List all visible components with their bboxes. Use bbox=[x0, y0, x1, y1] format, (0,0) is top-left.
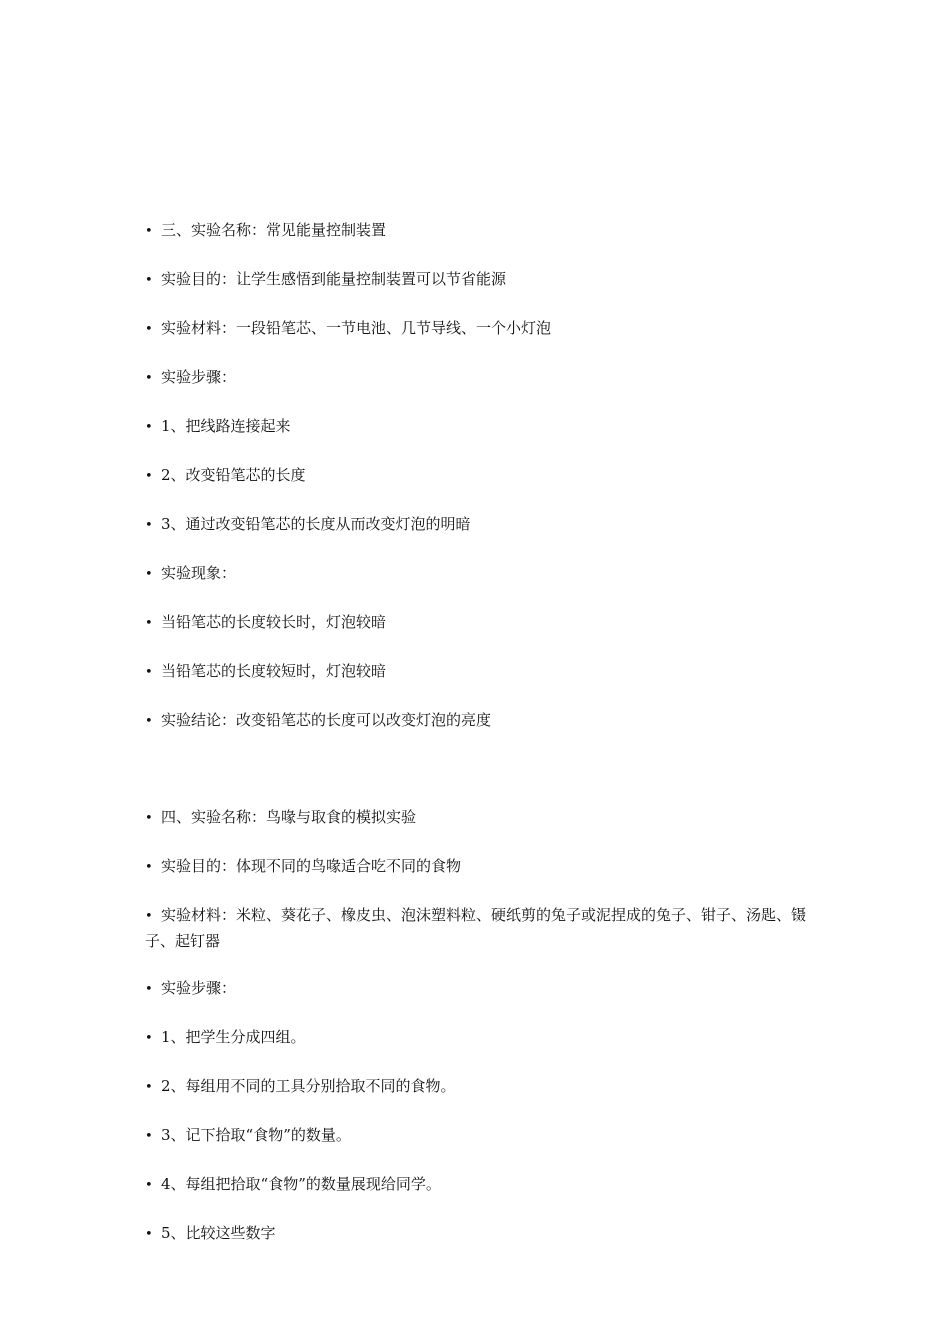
experiment-steps-heading: 实验步骤： bbox=[161, 979, 237, 997]
bullet-icon: • bbox=[145, 469, 153, 484]
bullet-icon: • bbox=[145, 322, 153, 337]
bullet-icon: • bbox=[145, 909, 153, 924]
list-item bbox=[145, 316, 825, 342]
list-item bbox=[145, 1074, 825, 1100]
section-spacer bbox=[145, 757, 825, 805]
list-item bbox=[145, 903, 825, 953]
phenomenon-1: 当铅笔芯的长度较长时，灯泡较暗 bbox=[161, 613, 387, 631]
list-item bbox=[145, 659, 825, 685]
phenomenon-heading: 实验现象： bbox=[161, 564, 237, 582]
bullet-icon: • bbox=[145, 224, 153, 239]
bullet-icon: • bbox=[145, 811, 153, 826]
section-three-title: 三、实验名称：常见能量控制装置 bbox=[161, 221, 387, 239]
experiment-purpose: 实验目的：让学生感悟到能量控制装置可以节省能源 bbox=[161, 270, 507, 288]
list-item bbox=[145, 805, 825, 831]
list-item bbox=[145, 976, 825, 1002]
list-item bbox=[145, 610, 825, 636]
list-item bbox=[145, 365, 825, 391]
step-5: 5、比较这些数字 bbox=[161, 1224, 276, 1242]
bullet-icon: • bbox=[145, 567, 153, 582]
list-item bbox=[145, 1172, 825, 1198]
list-item bbox=[145, 854, 825, 880]
step-3: 3、通过改变铅笔芯的长度从而改变灯泡的明暗 bbox=[161, 515, 471, 533]
bullet-icon: • bbox=[145, 860, 153, 875]
bullet-icon: • bbox=[145, 371, 153, 386]
list-item bbox=[145, 267, 825, 293]
bullet-icon: • bbox=[145, 273, 153, 288]
experiment-conclusion: 实验结论：改变铅笔芯的长度可以改变灯泡的亮度 bbox=[161, 711, 492, 729]
list-item bbox=[145, 708, 825, 734]
bullet-icon: • bbox=[145, 982, 153, 997]
step-1: 1、把线路连接起来 bbox=[161, 417, 291, 435]
step-3: 3、记下拾取“食物”的数量。 bbox=[161, 1126, 351, 1144]
document-page bbox=[145, 218, 825, 1270]
phenomenon-2: 当铅笔芯的长度较短时，灯泡较暗 bbox=[161, 662, 387, 680]
experiment-steps-heading: 实验步骤： bbox=[161, 368, 237, 386]
bullet-icon: • bbox=[145, 714, 153, 729]
experiment-purpose: 实验目的：体现不同的鸟喙适合吃不同的食物 bbox=[161, 857, 462, 875]
section-four bbox=[145, 805, 825, 1247]
section-three bbox=[145, 218, 825, 734]
bullet-icon: • bbox=[145, 1178, 153, 1193]
section-four-title: 四、实验名称：鸟喙与取食的模拟实验 bbox=[161, 808, 417, 826]
list-item bbox=[145, 561, 825, 587]
experiment-materials: 实验材料：一段铅笔芯、一节电池、几节导线、一个小灯泡 bbox=[161, 319, 552, 337]
list-item bbox=[145, 463, 825, 489]
step-4: 4、每组把拾取“食物”的数量展现给同学。 bbox=[161, 1175, 441, 1193]
bullet-icon: • bbox=[145, 420, 153, 435]
step-2: 2、每组用不同的工具分别拾取不同的食物。 bbox=[161, 1077, 456, 1095]
list-item bbox=[145, 218, 825, 244]
bullet-icon: • bbox=[145, 1080, 153, 1095]
list-item bbox=[145, 512, 825, 538]
step-1: 1、把学生分成四组。 bbox=[161, 1028, 306, 1046]
list-item bbox=[145, 414, 825, 440]
bullet-icon: • bbox=[145, 1227, 153, 1242]
list-item bbox=[145, 1025, 825, 1051]
bullet-icon: • bbox=[145, 1031, 153, 1046]
bullet-icon: • bbox=[145, 1129, 153, 1144]
bullet-icon: • bbox=[145, 665, 153, 680]
bullet-icon: • bbox=[145, 518, 153, 533]
step-2: 2、改变铅笔芯的长度 bbox=[161, 466, 306, 484]
experiment-materials: 实验材料：米粒、葵花子、橡皮虫、泡沫塑料粒、硬纸剪的兔子或泥捏成的兔子、钳子、汤匙、镊子、起钉器 bbox=[145, 906, 807, 950]
bullet-icon: • bbox=[145, 616, 153, 631]
list-item bbox=[145, 1221, 825, 1247]
list-item bbox=[145, 1123, 825, 1149]
